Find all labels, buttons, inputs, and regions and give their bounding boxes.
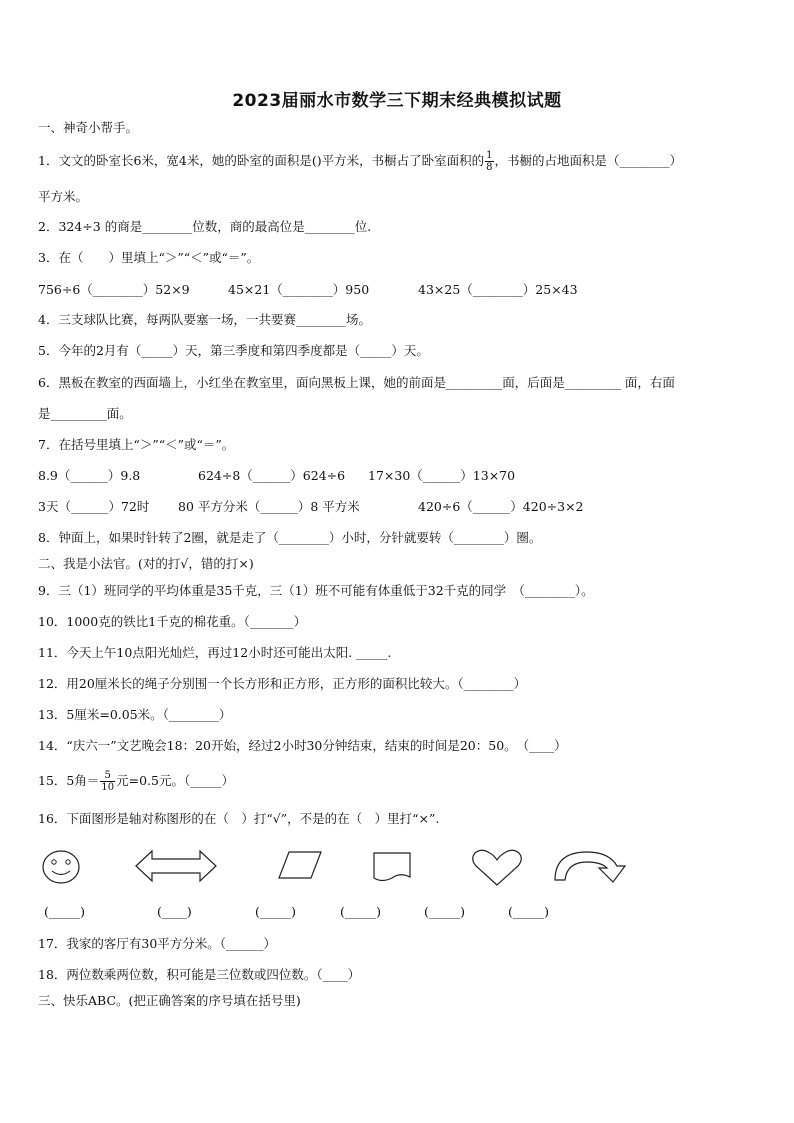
smiley-face-icon: [40, 848, 82, 886]
question-7-item-e: 80 平方分米（______）8 平方米: [178, 499, 360, 514]
fraction-one-eighth: [485, 150, 493, 173]
section-heading-3: 三、快乐ABC。(把正确答案的序号填在括号里): [38, 993, 301, 1008]
question-7-item-d: 3天（______）72时: [38, 499, 150, 514]
question-15-text-b: 元=0.5元。（_____）: [116, 773, 234, 788]
question-5: 5．今年的2月有（_____）天，第三季度和第四季度都是（_____）天。: [38, 343, 429, 358]
question-3-item-b: 45×21（________）950: [228, 282, 370, 297]
question-15-text-a: 15．5角＝: [38, 773, 100, 788]
question-1-text-b: ，书橱的占地面积是（________）: [494, 153, 683, 168]
question-9: 9．三（1）班同学的平均体重是35千克，三（1）班不可能有体重低于32千克的同学 （________）。: [38, 583, 594, 598]
question-1-text-a: 1．文文的卧室长6米，宽4米，她的卧室的面积是()平方米，书橱占了卧室面积的: [38, 153, 485, 168]
answer-blank-4[interactable]: (_____): [340, 904, 382, 919]
heart-icon: [470, 848, 524, 888]
fraction-five-tenths: [100, 770, 115, 793]
question-7-item-b: 624÷8（______）624÷6: [198, 468, 346, 483]
question-13: 13．5厘米=0.05米。（________）: [38, 707, 232, 722]
question-18: 18．两位数乘两位数，积可能是三位数或四位数。（____）: [38, 967, 361, 982]
double-arrow-icon: [134, 848, 218, 884]
question-2: 2．324÷3 的商是________位数，商的最高位是________位.: [38, 219, 372, 234]
question-10: 10．1000克的铁比1千克的棉花重。（_______）: [38, 614, 307, 629]
question-14: 14．“庆六一”文艺晚会18：20开始，经过2小时30分钟结束，结束的时间是20：50。 （____）: [38, 738, 567, 753]
wavy-flag-icon: [370, 850, 414, 884]
question-16: 16．下面图形是轴对称图形的在（ ）打“√”，不是的在（ ）里打“×”.: [38, 811, 440, 826]
page-title: 2023届丽水市数学三下期末经典模拟试题: [232, 91, 562, 111]
fraction-denominator: 8: [486, 162, 493, 173]
answer-blank-1[interactable]: (_____): [44, 904, 86, 919]
fraction-numerator: 1: [486, 150, 493, 161]
answer-blank-5[interactable]: (_____): [424, 904, 466, 919]
fraction-denominator: 10: [101, 782, 115, 793]
question-6-continued: 是_________面。: [38, 406, 132, 421]
answer-blank-3[interactable]: (_____): [255, 904, 297, 919]
question-15: [38, 770, 758, 793]
question-1: [38, 150, 758, 173]
question-3-item-a: 756÷6（________）52×9: [38, 282, 190, 297]
question-11: 11．今天上午10点阳光灿烂，再过12小时还可能出太阳. _____.: [38, 645, 392, 660]
question-1-continued: 平方米。: [38, 189, 89, 204]
question-6: 6．黑板在教室的西面墙上，小红坐在教室里，面向黑板上课，她的前面是_________面，后面是_________ 面，右面: [38, 375, 675, 390]
question-4: 4．三支球队比赛，每两队要塞一场，一共要赛________场。: [38, 312, 371, 327]
question-3-item-c: 43×25（________）25×43: [418, 282, 578, 297]
question-7-item-f: 420÷6（______）420÷3×2: [418, 499, 584, 514]
section-heading-2: 二、我是小法官。(对的打√，错的打×): [38, 556, 254, 571]
curved-arrow-icon: [551, 846, 631, 886]
question-7: 7．在括号里填上“＞”“＜”或“＝”。: [38, 437, 235, 452]
question-3: 3．在（ ）里填上“＞”“＜”或“＝”。: [38, 250, 260, 265]
section-heading-1: 一、神奇小帮手。: [38, 120, 139, 135]
parallelogram-icon: [277, 850, 323, 880]
answer-blank-2[interactable]: (____): [157, 904, 192, 919]
fraction-numerator: 5: [100, 770, 115, 782]
question-12: 12．用20厘米长的绳子分别围一个长方形和正方形，正方形的面积比较大。（________）: [38, 676, 527, 691]
question-8: 8．钟面上，如果时针转了2圈，就是走了（________）小时，分针就要转（________）圈。: [38, 530, 542, 545]
answer-blank-6[interactable]: (_____): [508, 904, 550, 919]
question-7-item-a: 8.9（______）9.8: [38, 468, 141, 483]
question-7-item-c: 17×30（______）13×70: [368, 468, 516, 483]
question-17: 17．我家的客厅有30平方分米。（______）: [38, 936, 277, 951]
